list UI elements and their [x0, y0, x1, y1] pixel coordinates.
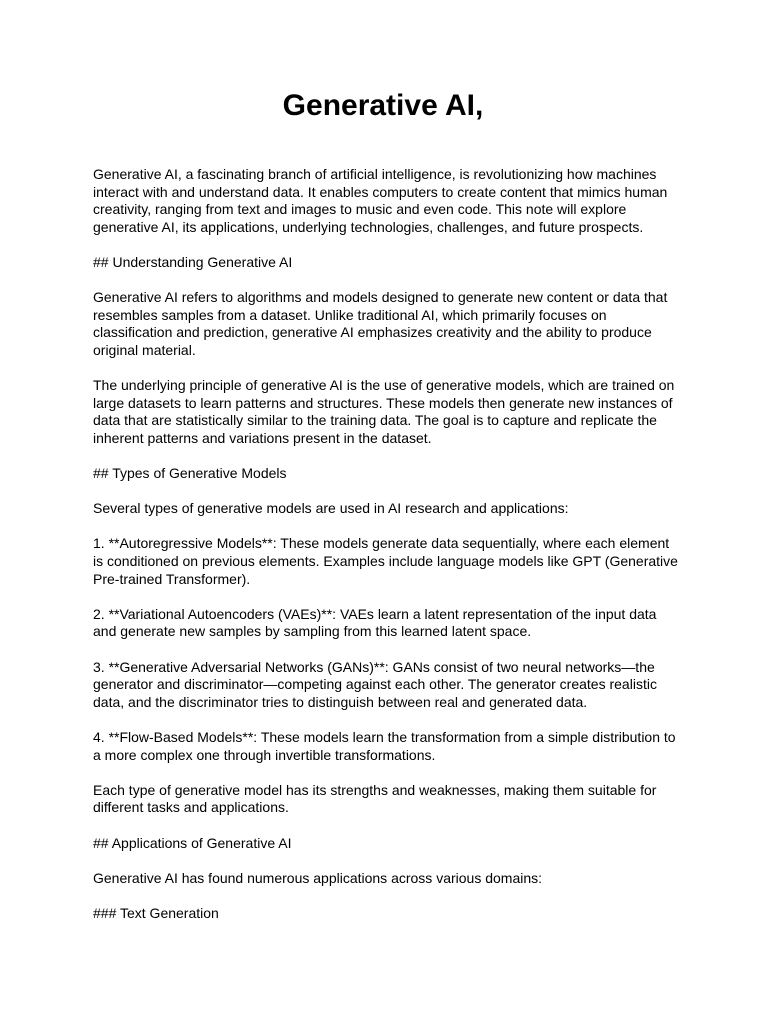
- subsection-heading-text-generation: ### Text Generation: [93, 904, 219, 921]
- definition-paragraph: Generative AI refers to algorithms and models designed to generate new content or data that resembles samples from a dataset. Unlike traditional AI, which primarily focuses on classification and prediction, generative AI emphasizes creativity and the ability to produce original material.: [93, 289, 668, 358]
- list-item-flow: 4. **Flow-Based Models**: These models learn the transformation from a simple distribution to a more complex one through invertible transformations.: [93, 729, 676, 763]
- principle-paragraph: The underlying principle of generative AI is the use of generative models, which are trained on large datasets to learn patterns and structures. These models then generate new instances of data that are statistically similar to the training data. The goal is to capture and replicate the inherent patterns and variations present in the dataset.: [93, 377, 675, 446]
- list-item-vae: 2. **Variational Autoencoders (VAEs)**: VAEs learn a latent representation of the input data and generate new samples by sampling from this learned latent space.: [93, 605, 657, 640]
- section-heading-applications: ## Applications of Generative AI: [93, 834, 292, 851]
- section-heading-understanding: ## Understanding Generative AI: [93, 253, 293, 270]
- intro-paragraph: Generative AI, a fascinating branch of artificial intelligence, is revolutionizing how machines interact with and understand data. It enables computers to create content that mimics human creativity, ranging from text and images to music and even code. This note will explore generative AI, its applications, underlying technologies, challenges, and future prospects.: [93, 166, 668, 235]
- list-item-gan: 3. **Generative Adversarial Networks (GANs)**: GANs consist of two neural networks—the generator and discriminator—competing against each other. The generator creates realistic data, and the discriminator tries to distinguish between real and generated data.: [93, 658, 657, 710]
- applications-intro-paragraph: Generative AI has found numerous applications across various domains:: [93, 869, 543, 886]
- document-title: Generative AI,: [282, 89, 484, 122]
- section-heading-types: ## Types of Generative Models: [93, 465, 287, 482]
- list-item-autoregressive: 1. **Autoregressive Models**: These models generate data sequentially, where each element is conditioned on previous elements. Examples include language models like GPT (Generative Pre-trained Transformer).: [93, 535, 678, 587]
- document-body: [93, 166, 683, 923]
- types-intro-paragraph: Several types of generative models are used in AI research and applications:: [93, 500, 569, 517]
- strengths-paragraph: Each type of generative model has its strengths and weaknesses, making them suitable for different tasks and applications.: [93, 781, 657, 816]
